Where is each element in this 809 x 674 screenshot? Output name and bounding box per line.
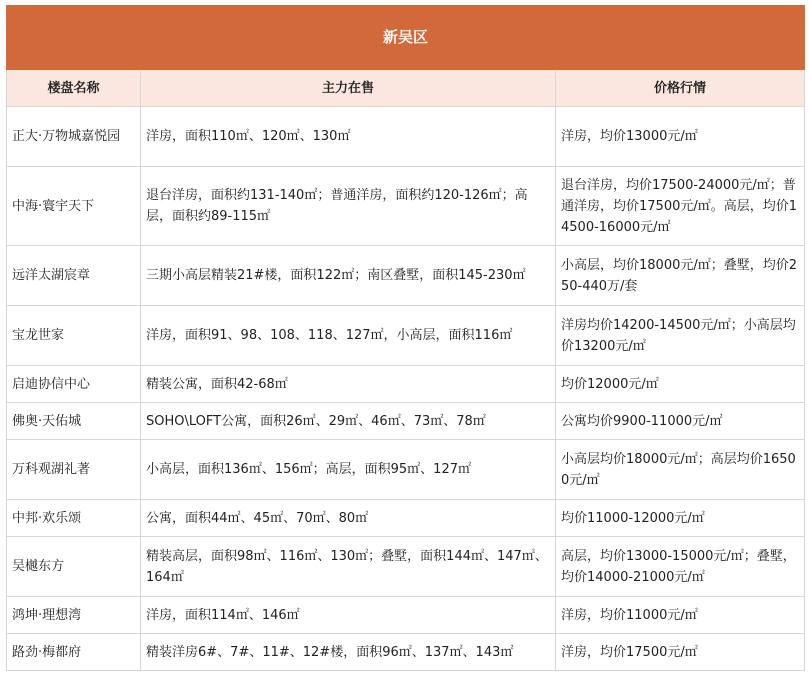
main-sale: 公寓，面积44㎡、45㎡、70㎡、80㎡ — [141, 500, 556, 537]
main-sale: 三期小高层精装21#楼，面积122㎡；南区叠墅，面积145-230㎡ — [141, 246, 556, 306]
project-name: 路劲·梅都府 — [7, 634, 141, 671]
price-info: 退台洋房，均价17500-24000元/㎡；普通洋房，均价17500元/㎡。高层，均价14500-16000元/㎡ — [556, 167, 805, 246]
project-name: 吴樾东方 — [7, 537, 141, 597]
project-name: 远洋太湖宸章 — [7, 246, 141, 306]
table-row — [7, 306, 805, 366]
price-info: 洋房，均价13000元/㎡ — [556, 107, 805, 167]
table-row — [7, 107, 805, 167]
project-name: 佛奥·天佑城 — [7, 403, 141, 440]
project-name: 鸿坤·理想湾 — [7, 597, 141, 634]
project-name: 宝龙世家 — [7, 306, 141, 366]
price-info: 均价12000元/㎡ — [556, 366, 805, 403]
column-header-sale: 主力在售 — [141, 70, 556, 107]
table-row — [7, 440, 805, 500]
table-row — [7, 500, 805, 537]
table-row — [7, 403, 805, 440]
column-header-price: 价格行情 — [556, 70, 805, 107]
main-sale: 洋房，面积110㎡、120㎡、130㎡ — [141, 107, 556, 167]
table-row — [7, 634, 805, 671]
project-name: 正大·万物城嘉悦园 — [7, 107, 141, 167]
price-info: 公寓均价9900-11000元/㎡ — [556, 403, 805, 440]
table-row — [7, 167, 805, 246]
project-name: 中邦·欢乐颂 — [7, 500, 141, 537]
price-info: 洋房，均价11000元/㎡ — [556, 597, 805, 634]
main-sale: 小高层，面积136㎡、156㎡；高层，面积95㎡、127㎡ — [141, 440, 556, 500]
table-row — [7, 246, 805, 306]
main-sale: SOHO\LOFT公寓，面积26㎡、29㎡、46㎡、73㎡、78㎡ — [141, 403, 556, 440]
header-row — [7, 70, 805, 107]
price-table — [6, 5, 805, 671]
main-sale: 精装公寓，面积42-68㎡ — [141, 366, 556, 403]
table-row — [7, 366, 805, 403]
project-name: 万科观湖礼著 — [7, 440, 141, 500]
main-sale: 洋房，面积114㎡、146㎡ — [141, 597, 556, 634]
table-row — [7, 597, 805, 634]
price-info: 洋房均价14200-14500元/㎡；小高层均价13200元/㎡ — [556, 306, 805, 366]
price-info: 洋房，均价17500元/㎡ — [556, 634, 805, 671]
main-sale: 精装洋房6#、7#、11#、12#楼，面积96㎡、137㎡、143㎡ — [141, 634, 556, 671]
price-info: 小高层均价18000元/㎡；高层均价16500元/㎡ — [556, 440, 805, 500]
price-info: 小高层，均价18000元/㎡；叠墅，均价250-440万/套 — [556, 246, 805, 306]
main-sale: 退台洋房，面积约131-140㎡；普通洋房，面积约120-126㎡；高层，面积约89-115㎡ — [141, 167, 556, 246]
table-row — [7, 537, 805, 597]
title-row — [7, 6, 805, 70]
table-title: 新吴区 — [7, 6, 805, 70]
project-name: 启迪协信中心 — [7, 366, 141, 403]
price-table-container — [6, 5, 804, 668]
price-info: 高层，均价13000-15000元/㎡；叠墅，均价14000-21000元/㎡ — [556, 537, 805, 597]
column-header-name: 楼盘名称 — [7, 70, 141, 107]
main-sale: 洋房，面积91、98、108、118、127㎡，小高层，面积116㎡ — [141, 306, 556, 366]
main-sale: 精装高层，面积98㎡、116㎡、130㎡；叠墅，面积144㎡、147㎡、164㎡ — [141, 537, 556, 597]
project-name: 中海·寰宇天下 — [7, 167, 141, 246]
price-info: 均价11000-12000元/㎡ — [556, 500, 805, 537]
